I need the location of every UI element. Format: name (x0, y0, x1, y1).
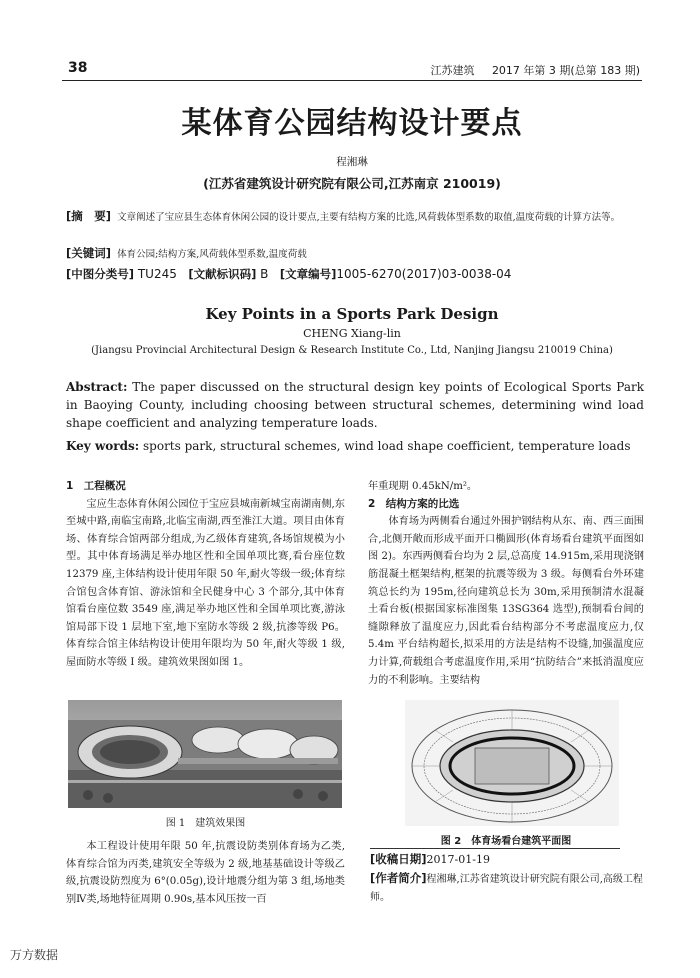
author-name: 程湘琳 (336, 156, 368, 168)
received-date (370, 850, 645, 869)
section-1-title: 1 工程概况 (66, 480, 126, 492)
stadium-plan-drawing (405, 700, 619, 826)
right-para-0: 年重现期 0.45kN/m²。 (368, 481, 478, 492)
art-tag: [文章编号] (279, 267, 337, 281)
cn-abstract-tag: [摘 要] (66, 209, 112, 223)
en-affiliation: (Jiangsu Provincial Architectural Design & Research Institute Co., Ltd, Nanjing Jiangsu 210019 China) (91, 345, 613, 356)
en-abstract (66, 378, 644, 432)
left-column-top (66, 478, 345, 672)
en-abstract-tag: Abstract: (66, 380, 128, 394)
cls-tag: [中图分类号] (66, 267, 135, 281)
right-column-top (368, 478, 644, 689)
figure-2-caption: 图 2 体育场看台建筑平面图 (440, 836, 572, 847)
cn-abstract (66, 209, 642, 225)
en-abstract-text: The paper discussed on the structural design key points of Ecological Sports Park in Baoying County, including choosing between structural schemes, determining wind load shape coefficient and analyzing temperature loads. (66, 380, 644, 430)
figure-2-plan (405, 700, 619, 826)
wanfang-watermark: 万方数据 (10, 948, 59, 962)
doc-tag: [文献标识码] (188, 267, 257, 281)
header-rule (62, 80, 642, 81)
footnote-rule (370, 848, 620, 849)
cn-keywords-tag: [关键词] (66, 246, 112, 260)
cn-keywords-text: 体育公园;结构方案,风荷载体型系数,温度荷载 (117, 249, 307, 260)
author-affiliation: (江苏省建筑设计研究院有限公司,江苏南京 210019) (203, 176, 501, 191)
en-keywords-tag: Key words: (66, 439, 140, 453)
section-2-paragraph: 体育场为两侧看台通过外围护钢结构从东、南、西三面围合,北侧开敞而形成平面开口椭圆形(体育场看台建筑平面图如图 2)。东西两侧看台均为 2 层,总高度 14.915m,采用现浇钢筋混凝土框架结构,框架的抗震等级为 3 级。每侧看台外环建筑总长约为 195m,径向建筑总长为 30m,采用预制清水混凝土看台板(根据国家标准图集 13SG364 选型),预制看台间的缝隙释放了温度应力,因此看台结构部分不考虑温度应力,仅 5.4m 平台结构超长,拟采用的方法是结构不设缝,加强温度应力计算,荷载组合考虑温度作用,采用“抗防结合”来抵消温度应力的不利影响。主要结构 (368, 516, 644, 686)
cn-abstract-text: 文章阐述了宝应县生态体育休闲公园的设计要点,主要有结构方案的比选,风荷载体型系数的取值,温度荷载的计算方法等。 (117, 212, 621, 223)
received-value: 2017-01-19 (426, 853, 490, 866)
cls-value: TU245 (137, 267, 177, 281)
author-bio-value: 程湘琳,江苏省建筑设计研究院有限公司,高级工程师。 (370, 874, 643, 903)
figure-1-rendering (68, 700, 342, 808)
en-author: CHENG Xiang-lin (303, 327, 401, 340)
author-bio (370, 869, 645, 907)
section-2-title: 2 结构方案的比选 (368, 497, 460, 510)
doc-value: B (260, 267, 269, 281)
footnote-block (370, 850, 645, 907)
en-title: Key Points in a Sports Park Design (205, 305, 499, 323)
received-tag: [收稿日期] (370, 852, 427, 866)
cn-keywords (66, 246, 642, 262)
classification-line (66, 266, 642, 282)
stadium-rendering-image (68, 700, 342, 808)
issue-info: 2017 年第 3 期(总第 183 期) (491, 64, 640, 77)
article-title: 某体育公园结构设计要点 (181, 106, 523, 141)
section-1-paragraph: 宝应生态体育休闲公园位于宝应县城南新城宝南湖南侧,东至城中路,南临宝南路,北临宝南湖,西至淮江大道。项目由体育场、体育综合馆两部分组成,为乙级体育建筑,各场馆规模为小型。其中体育场满足举办地区性和全国单项比赛,看台座位数 12379 座,主体结构设计使用年限 50 年,耐火等级一级;体育综合馆包含体育馆、游泳馆和全民健身中心 3 个部分,其中体育馆看台座位数 3549 座,满足举办地区性和全国单项比赛,游泳馆局部下设 1 层地下室,地下室防水等级 2 级,抗渗等级 P6。体育综合馆主体结构设计使用年限均为 50 年,耐火等级 1 级,屋面防水等级 I 级。建筑效果图如图 1。 (66, 498, 345, 668)
author-bio-tag: [作者简介] (370, 871, 427, 885)
en-keywords-text: sports park, structural schemes, wind load shape coefficient, temperature loads (139, 439, 631, 453)
page-number: 38 (68, 60, 88, 76)
art-value: 1005-6270(2017)03-0038-04 (336, 267, 512, 281)
figure-1-caption: 图 1 建筑效果图 (165, 818, 246, 829)
journal-name: 江苏建筑 (430, 64, 475, 77)
running-header (425, 62, 640, 78)
en-keywords (66, 437, 644, 455)
left-column-bottom-paragraph: 本工程设计使用年限 50 年,抗震设防类别体育场为乙类,体育综合馆为丙类,建筑安全等级为 2 级,地基基础设计等级乙级,抗震设防烈度为 6°(0.05g),设计地震分组为第 3 组,场地类别Ⅳ类,场地特征周期 0.90s,基本风压按一百 (66, 841, 345, 905)
